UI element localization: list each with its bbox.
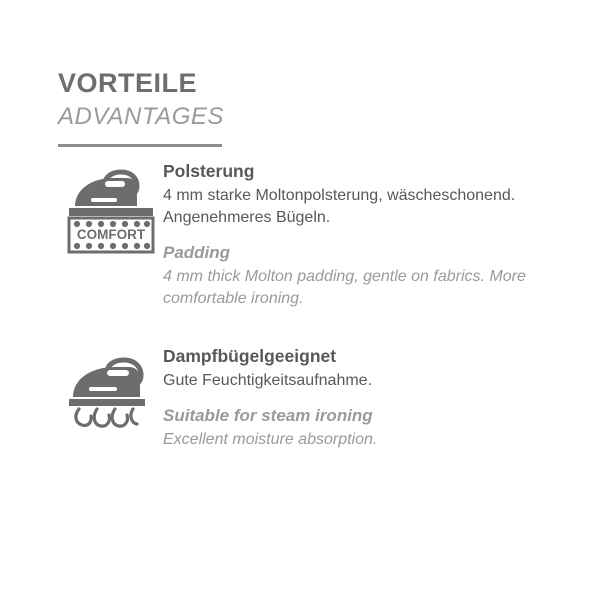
feature-padding-title-de: Polsterung bbox=[163, 161, 255, 181]
feature-padding-title-en: Padding bbox=[163, 242, 231, 262]
steam-iron-icon bbox=[58, 345, 163, 445]
icon-comfort-label: COMFORT bbox=[76, 227, 145, 242]
feature-padding-text bbox=[163, 160, 558, 310]
feature-steam-body-de: Gute Feuchtigkeitsaufnahme. bbox=[163, 371, 373, 389]
feature-padding-body-de: 4 mm starke Moltonpolsterung, wäscheschonend. Angenehmeres Bügeln. bbox=[163, 186, 516, 226]
page-title-en: ADVANTAGES bbox=[58, 103, 224, 131]
feature-steam-ironing bbox=[58, 345, 558, 451]
feature-steam-body-en: Excellent moisture absorption. bbox=[163, 430, 378, 448]
feature-padding-body-en: 4 mm thick Molton padding, gentle on fabrics. More comfortable ironing. bbox=[163, 267, 526, 307]
iron-on-comfort-padding-icon bbox=[58, 160, 163, 264]
page-title-de: VORTEILE bbox=[58, 68, 198, 98]
page-header bbox=[58, 68, 478, 147]
feature-steam-title-de: Dampfbügelgeeignet bbox=[163, 346, 337, 366]
feature-steam-text bbox=[163, 345, 558, 451]
header-divider bbox=[58, 144, 222, 147]
feature-padding bbox=[58, 160, 558, 310]
feature-steam-title-en: Suitable for steam ironing bbox=[163, 405, 373, 425]
